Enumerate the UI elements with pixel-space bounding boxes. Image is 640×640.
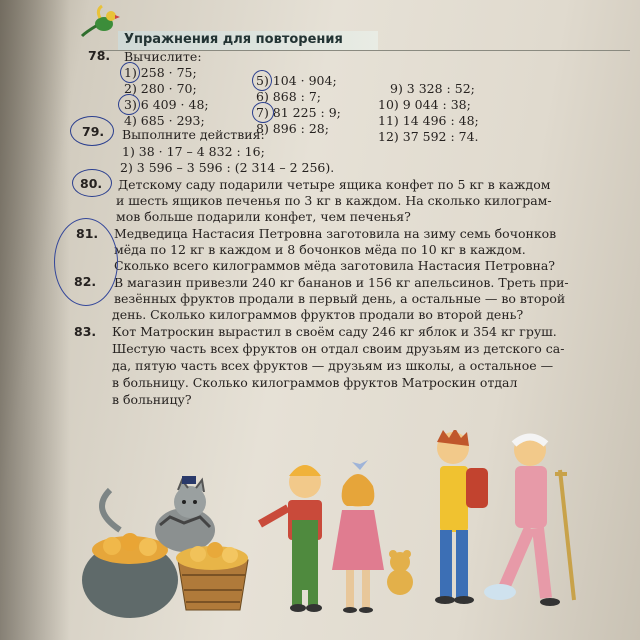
exercise-83-line: Кот Матроскин вырастил в своём саду 246 кг яблок и 354 кг груш.	[112, 324, 557, 339]
exercise-78-item: 11) 14 496 : 48;	[378, 113, 479, 128]
exercise-82-line: везённых фруктов продали в первый день, а остальные — во второй	[114, 291, 566, 306]
exercise-83-line: в больницу?	[112, 392, 192, 407]
exercise-number-79: 79.	[82, 124, 105, 139]
exercise-80-line: Детскому саду подарили четыре ящика конфет по 5 кг в каждом	[118, 177, 551, 192]
pen-circle	[72, 169, 112, 197]
pen-circle	[70, 116, 114, 146]
exercise-78-item: 7) 81 225 : 9;	[256, 105, 341, 120]
exercise-78-item: 10) 9 044 : 38;	[378, 97, 471, 112]
pen-circle	[118, 94, 140, 115]
exercise-78-item: 2) 280 · 70;	[124, 81, 197, 96]
exercise-number-80: 80.	[80, 176, 103, 191]
exercise-number-78: 78.	[88, 48, 111, 63]
pen-circle	[252, 70, 272, 91]
exercise-78-item: 6) 868 : 7;	[256, 89, 321, 104]
exercise-81-line: Сколько всего килограммов мёда заготовила Настасия Петровна?	[114, 258, 555, 273]
exercise-79-item: 2) 3 596 – 3 596 : (2 314 – 2 256).	[120, 160, 335, 175]
exercise-78-item: 3) 6 409 · 48;	[124, 97, 209, 112]
pen-circle	[120, 62, 140, 83]
exercise-83-line: в больницу. Сколько килограммов фруктов Матроскин отдал	[112, 375, 518, 390]
exercise-81-line: мёда по 12 кг в каждом и 8 бочонков мёда по 10 кг в каждом.	[114, 242, 526, 257]
exercise-78-item: 8) 896 : 28;	[256, 121, 329, 136]
exercise-80-line: мов больше подарили конфет, чем печенья?	[116, 209, 411, 224]
pen-circle	[252, 102, 274, 123]
exercise-82-line: день. Сколько килограммов фруктов продали во второй день?	[112, 307, 524, 322]
exercise-83-line: Шестую часть всех фруктов он отдал своим друзьям из детского са-	[112, 341, 565, 356]
exercise-80-line: и шесть ящиков печенья по 3 кг в каждом. На сколько килограм-	[116, 193, 552, 208]
page-title: Упражнения для повторения	[124, 32, 343, 47]
exercise-number-83: 83.	[74, 324, 97, 339]
exercise-79-intro: Выполните действия:	[122, 127, 265, 142]
exercise-78-item: 1) 258 · 75;	[124, 65, 197, 80]
exercise-number-82: 82.	[74, 274, 97, 289]
exercise-78-intro: Вычислите:	[124, 49, 202, 64]
exercise-78-item: 9) 3 328 : 52;	[390, 81, 475, 96]
exercise-78-item: 12) 37 592 : 74.	[378, 129, 479, 144]
cartoon-characters-illustration	[60, 430, 640, 640]
exercise-81-line: Медведица Настасия Петровна заготовила на зиму семь бочонков	[114, 226, 557, 241]
exercise-78-item: 4) 685 · 293;	[124, 113, 205, 128]
exercise-79-item: 1) 38 · 17 – 4 832 : 16;	[122, 144, 265, 159]
exercise-82-line: В магазин привезли 240 кг бананов и 156 кг апельсинов. Треть при-	[114, 275, 569, 290]
exercise-78-item: 5) 104 · 904;	[256, 73, 337, 88]
exercise-number-81: 81.	[76, 226, 99, 241]
exercise-83-line: да, пятую часть всех фруктов — друзьям из школы, а остальное —	[112, 358, 554, 373]
pen-circle	[54, 218, 118, 306]
